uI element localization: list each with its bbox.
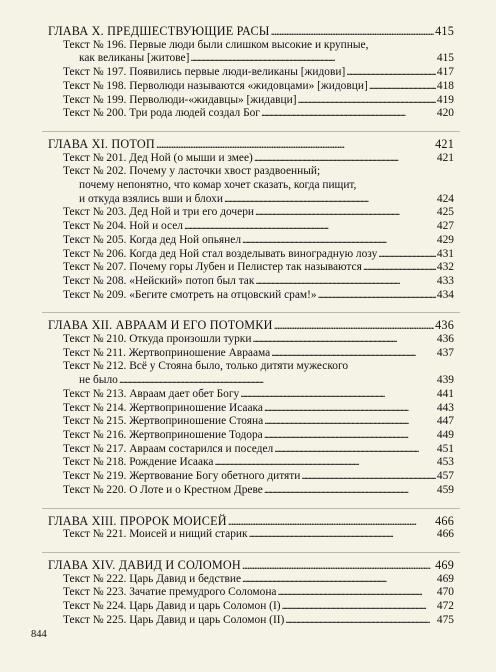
entry-line bbox=[48, 52, 454, 66]
toc-entry[interactable] bbox=[48, 443, 454, 457]
entry-title: Текст № 205. Когда дед Ной опьянел bbox=[63, 233, 242, 246]
entry-page: 451 bbox=[436, 442, 454, 455]
entry-title: Текст № 202. Почему у ласточки хвост раздвоенный; bbox=[63, 165, 321, 178]
entry-title: Текст № 221. Моисей и нищий старик bbox=[63, 528, 248, 541]
dot-leader bbox=[274, 319, 435, 333]
entry-page: 415 bbox=[436, 52, 454, 65]
entry-continuation: почему непонятно, что комар хочет сказать, когда пищит, bbox=[79, 179, 357, 192]
entry-page: 459 bbox=[436, 483, 454, 496]
dot-leader bbox=[156, 138, 434, 152]
dot-leader bbox=[278, 586, 436, 600]
dot-leader bbox=[369, 80, 436, 94]
table-of-contents bbox=[48, 25, 454, 627]
dot-leader bbox=[264, 429, 436, 443]
entry-title: Текст № 216. Жертвоприношение Тодора bbox=[63, 428, 263, 441]
entry-page: 420 bbox=[436, 107, 454, 120]
entry-title: Текст № 199. Перволюди-«жидавцы» [жидавци] bbox=[63, 93, 297, 106]
entry-title: Текст № 203. Дед Ной и три его дочери bbox=[63, 206, 254, 219]
toc-entry[interactable] bbox=[48, 600, 454, 614]
entry-title: Текст № 224. Царь Давид и царь Соломон (I) bbox=[63, 600, 281, 613]
entry-title: Текст № 212. Всё у Стояна было, только дитяти мужеского bbox=[63, 360, 349, 373]
entry-title: Текст № 225. Царь Давид и царь Соломон (II) bbox=[63, 613, 285, 626]
toc-entry[interactable] bbox=[48, 80, 454, 94]
entry-title: Текст № 210. Откуда произошли турки bbox=[63, 333, 252, 346]
chapter-heading[interactable] bbox=[48, 319, 454, 333]
entry-title: Текст № 211. Жертвоприношение Авраама bbox=[63, 346, 271, 359]
chapter-heading[interactable] bbox=[48, 138, 454, 152]
section-gap bbox=[48, 121, 454, 131]
entry-page: 417 bbox=[436, 66, 454, 79]
entry-page: 421 bbox=[436, 151, 454, 164]
page-number: 844 bbox=[31, 629, 47, 640]
entry-title: Текст № 219. Жертвование Богу обетного дитяти bbox=[63, 470, 301, 483]
toc-entry[interactable] bbox=[48, 275, 454, 289]
entry-page: 433 bbox=[436, 274, 454, 287]
dot-leader bbox=[271, 25, 435, 39]
entry-page: 419 bbox=[436, 93, 454, 106]
entry-page: 470 bbox=[436, 586, 454, 599]
entry-page: 427 bbox=[436, 220, 454, 233]
dot-leader bbox=[242, 234, 436, 248]
entry-page: 425 bbox=[436, 206, 454, 219]
entry-title: Текст № 201. Дед Ной (о мыши и змее) bbox=[63, 151, 253, 164]
entry-title: Текст № 220. О Лоте и о Крестном Древе bbox=[63, 483, 263, 496]
entry-title: Текст № 207. Почему горы Лубен и Пелистер так называются bbox=[63, 261, 362, 274]
chapter-title: ГЛАВА XIV. ДАВИД И СОЛОМОН bbox=[48, 557, 241, 572]
entry-page: 429 bbox=[436, 233, 454, 246]
toc-entry[interactable] bbox=[48, 234, 454, 248]
toc-entry[interactable] bbox=[48, 415, 454, 429]
entry-page: 466 bbox=[436, 528, 454, 541]
toc-section bbox=[48, 319, 454, 497]
dot-leader bbox=[242, 559, 434, 573]
toc-entry[interactable] bbox=[48, 586, 454, 600]
toc-entry[interactable] bbox=[48, 107, 454, 121]
entry-page: 453 bbox=[436, 456, 454, 469]
entry-page: 436 bbox=[436, 333, 454, 346]
entry-page: 437 bbox=[436, 346, 454, 359]
toc-entry[interactable] bbox=[48, 165, 454, 206]
dot-leader bbox=[261, 107, 436, 121]
chapter-heading[interactable] bbox=[48, 515, 454, 529]
entry-line bbox=[48, 374, 454, 388]
dot-leader bbox=[119, 374, 436, 388]
entry-page: 439 bbox=[436, 374, 454, 387]
dot-leader bbox=[224, 193, 436, 207]
entry-line bbox=[48, 193, 454, 207]
dot-leader bbox=[249, 528, 436, 542]
entry-title: Текст № 204. Ной и осел bbox=[63, 220, 183, 233]
dot-leader bbox=[190, 52, 436, 66]
dot-leader bbox=[318, 289, 436, 303]
toc-entry[interactable] bbox=[48, 402, 454, 416]
entry-page: 418 bbox=[436, 79, 454, 92]
chapter-heading[interactable] bbox=[48, 25, 454, 39]
dot-leader bbox=[214, 456, 435, 470]
toc-section bbox=[48, 138, 454, 302]
dot-leader bbox=[264, 402, 436, 416]
toc-entry[interactable] bbox=[48, 429, 454, 443]
dot-leader bbox=[255, 206, 436, 220]
dot-leader bbox=[255, 275, 436, 289]
dot-leader bbox=[282, 600, 436, 614]
dot-leader bbox=[228, 515, 434, 529]
toc-entry[interactable] bbox=[48, 573, 454, 587]
dot-leader bbox=[240, 388, 436, 402]
chapter-title: ГЛАВА X. ПРЕДШЕСТВУЮЩИЕ РАСЫ bbox=[48, 24, 270, 38]
toc-section bbox=[48, 559, 454, 628]
dot-leader bbox=[346, 66, 436, 80]
dot-leader bbox=[285, 614, 436, 628]
toc-entry[interactable] bbox=[48, 347, 454, 361]
entry-title: Текст № 209. «Бегите смотреть на отцовский срам!» bbox=[63, 288, 317, 301]
entry-line bbox=[48, 360, 454, 374]
chapter-page: 415 bbox=[435, 24, 454, 38]
dot-leader bbox=[271, 347, 436, 361]
entry-line bbox=[48, 165, 454, 179]
entry-title: Текст № 200. Три рода людей создал Бог bbox=[63, 107, 260, 120]
toc-entry[interactable] bbox=[48, 614, 454, 628]
entry-page: 443 bbox=[436, 401, 454, 414]
toc-entry[interactable] bbox=[48, 289, 454, 303]
entry-page: 475 bbox=[436, 613, 454, 626]
toc-entry[interactable] bbox=[48, 261, 454, 275]
entry-page: 449 bbox=[436, 428, 454, 441]
toc-entry[interactable] bbox=[48, 456, 454, 470]
dot-leader bbox=[264, 484, 436, 498]
toc-entry[interactable] bbox=[48, 66, 454, 80]
toc-entry[interactable] bbox=[48, 528, 454, 542]
dot-leader bbox=[252, 333, 435, 347]
section-gap bbox=[48, 542, 454, 552]
chapter-heading[interactable] bbox=[48, 559, 454, 573]
entry-title: Текст № 218. Рождение Исаака bbox=[63, 456, 214, 469]
entry-title: Текст № 196. Первые люди были слишком высокие и крупные, bbox=[63, 38, 369, 51]
toc-entry[interactable] bbox=[48, 39, 454, 66]
chapter-title: ГЛАВА XII. АВРААМ И ЕГО ПОТОМКИ bbox=[48, 318, 273, 333]
entry-page: 431 bbox=[436, 247, 454, 260]
entry-title: Текст № 206. Когда дед Ной стал возделывать виноградную лозу bbox=[63, 247, 378, 260]
entry-title: Текст № 208. «Нейский» потоп был так bbox=[63, 274, 255, 287]
entry-title: Текст № 222. Царь Давид и бедствие bbox=[63, 572, 242, 585]
toc-entry[interactable] bbox=[48, 470, 454, 484]
entry-continuation: не было bbox=[79, 374, 118, 387]
entry-page: 441 bbox=[436, 387, 454, 400]
section-gap bbox=[48, 302, 454, 312]
toc-entry[interactable] bbox=[48, 484, 454, 498]
chapter-title: ГЛАВА XI. ПОТОП bbox=[48, 136, 155, 151]
chapter-page: 469 bbox=[435, 557, 454, 572]
entry-title: Текст № 223. Зачатие премудрого Соломона bbox=[63, 586, 277, 599]
entry-page: 424 bbox=[436, 192, 454, 205]
entry-title: Текст № 197. Появились первые люди-великаны [жидови] bbox=[63, 66, 346, 79]
toc-entry[interactable] bbox=[48, 248, 454, 262]
toc-section bbox=[48, 25, 454, 121]
dot-leader bbox=[298, 94, 436, 108]
dot-leader bbox=[254, 152, 436, 166]
entry-title: Текст № 198. Перволюди называются «жидовцами» [жидовци] bbox=[63, 79, 368, 92]
toc-section bbox=[48, 515, 454, 542]
chapter-page: 436 bbox=[435, 318, 454, 333]
entry-page: 447 bbox=[436, 415, 454, 428]
toc-entry[interactable] bbox=[48, 206, 454, 220]
entry-title: Текст № 217. Авраам состарился и поседел bbox=[63, 442, 274, 455]
dot-leader bbox=[184, 220, 436, 234]
dot-leader bbox=[242, 573, 436, 587]
section-gap bbox=[48, 498, 454, 508]
entry-page: 472 bbox=[436, 600, 454, 613]
toc-entry[interactable] bbox=[48, 94, 454, 108]
entry-continuation: как великаны [житове] bbox=[79, 52, 190, 65]
entry-title: Текст № 213. Авраам дает обет Богу bbox=[63, 387, 240, 400]
entry-line bbox=[48, 39, 454, 53]
dot-leader bbox=[301, 470, 436, 484]
toc-entry[interactable] bbox=[48, 360, 454, 387]
toc-entry[interactable] bbox=[48, 152, 454, 166]
dot-leader bbox=[264, 415, 436, 429]
dot-leader bbox=[378, 248, 436, 262]
entry-continuation: и откуда взялись вши и блохи bbox=[79, 192, 223, 205]
entry-title: Текст № 214. Жертвоприношение Исаака bbox=[63, 401, 263, 414]
dot-leader bbox=[363, 261, 436, 275]
toc-entry[interactable] bbox=[48, 220, 454, 234]
chapter-page: 421 bbox=[435, 136, 454, 151]
entry-page: 457 bbox=[436, 470, 454, 483]
chapter-page: 466 bbox=[435, 513, 454, 528]
entry-page: 434 bbox=[436, 288, 454, 301]
toc-entry[interactable] bbox=[48, 333, 454, 347]
entry-title: Текст № 215. Жертвоприношение Стояна bbox=[63, 415, 264, 428]
toc-entry[interactable] bbox=[48, 388, 454, 402]
entry-page: 432 bbox=[436, 261, 454, 274]
dot-leader bbox=[274, 443, 436, 457]
chapter-title: ГЛАВА XIII. ПРОРОК МОИСЕЙ bbox=[48, 513, 227, 528]
entry-page: 469 bbox=[436, 572, 454, 585]
